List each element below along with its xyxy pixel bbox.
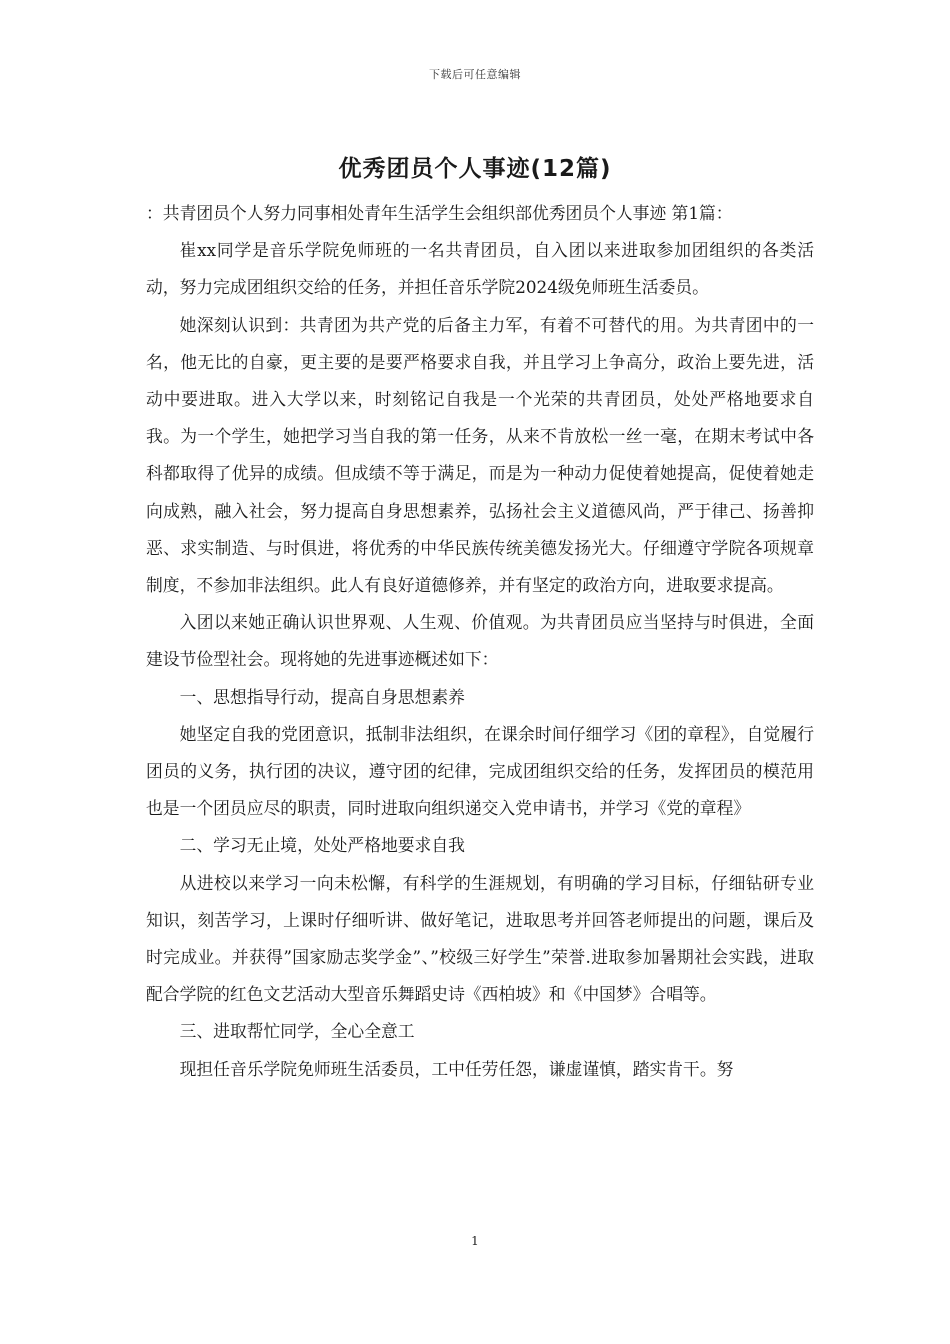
paragraph: 入团以来她正确认识世界观、人生观、价值观。为共青团员应当坚持与时俱进，全面建设节俭型社会。现将她的先进事迹概述如下： bbox=[146, 612, 814, 670]
paragraph: 她坚定自我的党团意识，抵制非法组织，在课余时间仔细学习《团的章程》，自觉履行团员的义务，执行团的决议，遵守团的纪律，完成团组织交给的任务，发挥团员的模范用也是一个团员应尽的职责，同时进取向组织递交入党申请书，并学习《党的章程》 bbox=[146, 723, 814, 819]
document-body bbox=[146, 195, 814, 1088]
paragraph: 崔xx同学是音乐学院免师班的一名共青团员，自入团以来进取参加团组织的各类活动，努力完成团组织交给的任务，并担任音乐学院2024级免师班生活委员。 bbox=[146, 240, 814, 298]
header-note: 下载后可任意编辑 bbox=[429, 68, 521, 81]
paragraph: 从进校以来学习一向未松懈，有科学的生涯规划，有明确的学习目标，仔细钻研专业知识，刻苦学习，上课时仔细听讲、做好笔记，进取思考并回答老师提出的问题，课后及时完成业。并获得”国家励志奖学金”、”校级三好学生”荣誉.进取参加暑期社会实践，进取配合学院的红色文艺活动大型音乐舞蹈史诗《西柏坡》和《中国梦》合唱等。 bbox=[146, 872, 814, 1005]
intro-line: ：共青团员个人努力同事相处青年生活学生会组织部优秀团员个人事迹 第1篇： bbox=[146, 203, 733, 223]
paragraph: 她深刻认识到：共青团为共产党的后备主力军，有着不可替代的用。为共青团中的一名，他无比的自豪，更主要的是要严格要求自我，并且学习上争高分，政治上要先进，活动中要进取。进入大学以来，时刻铭记自我是一个光荣的共青团员，处处严格地要求自我。为一个学生，她把学习当自我的第一任务，从来不肯放松一丝一毫，在期末考试中各科都取得了优异的成绩。但成绩不等于满足，而是为一种动力促使着她提高，促使着她走向成熟，融入社会，努力提高自身思想素养，弘扬社会主义道德风尚，严于律己、扬善抑恶、求实制造、与时俱进，将优秀的中华民族传统美德发扬光大。仔细遵守学院各项规章制度，不参加非法组织。此人有良好道德修养，并有坚定的政治方向，进取要求提高。 bbox=[146, 314, 814, 596]
page-number: 1 bbox=[471, 1234, 479, 1248]
section-heading: 三、进取帮忙同学，全心全意工 bbox=[179, 1021, 415, 1042]
section-heading: 一、思想指导行动，提高自身思想素养 bbox=[179, 686, 465, 707]
section-heading: 二、学习无止境，处处严格地要求自我 bbox=[179, 835, 465, 856]
document-title: 优秀团员个人事迹(12篇) bbox=[338, 156, 612, 182]
paragraph: 现担任音乐学院免师班生活委员，工中任劳任怨，谦虚谨慎，踏实肯干。努 bbox=[179, 1058, 734, 1079]
